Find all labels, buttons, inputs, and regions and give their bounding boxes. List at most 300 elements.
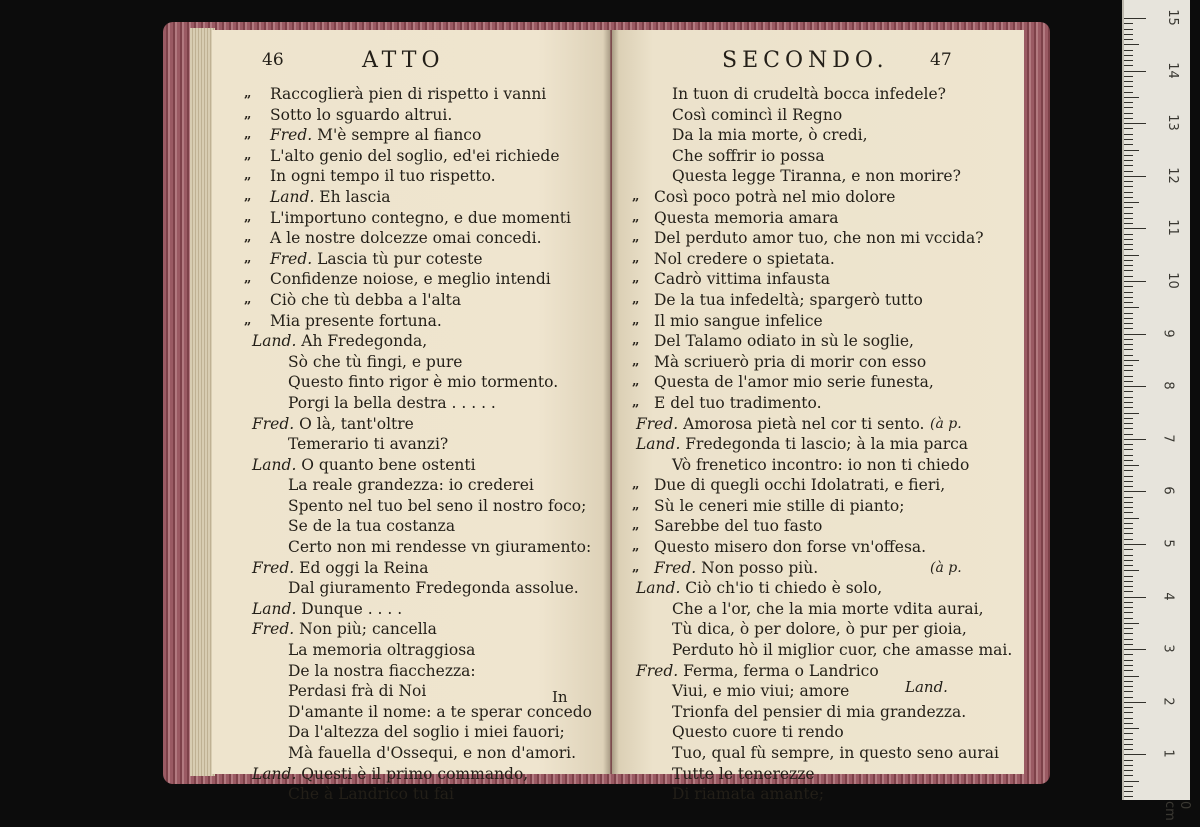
verse-line [212, 578, 610, 599]
verse-line [212, 290, 610, 311]
ruler-tick [1124, 565, 1133, 566]
verse-text: Lascia tù pur coteste [317, 249, 483, 268]
ruler-tick [1124, 491, 1146, 492]
verse-text: E del tuo tradimento. [654, 393, 822, 412]
ruler-tick [1124, 781, 1139, 782]
verse-text: Sò che tù fingi, e pure [288, 352, 463, 371]
verse-text: Sotto lo sguardo altrui. [270, 105, 453, 124]
verse-line [612, 166, 1024, 187]
verse-line [212, 372, 610, 393]
ruler-tick [1124, 539, 1133, 540]
stage-note: (à p. [930, 559, 962, 576]
left-page [212, 30, 610, 804]
verse-text: Due di quegli occhi Idolatrati, e fieri, [654, 476, 946, 495]
ruler-tick [1124, 633, 1133, 634]
quote-mark: „ [632, 374, 639, 390]
verse-text: Che a l'or, che la mia morte vdita aurai, [672, 599, 984, 618]
ruler-tick [1124, 239, 1133, 240]
ruler-tick [1124, 533, 1133, 534]
ruler-tick [1124, 50, 1133, 51]
ruler-tick [1124, 171, 1133, 172]
ruler-tick [1124, 102, 1133, 103]
ruler-tick [1124, 418, 1133, 419]
ruler-tick [1124, 544, 1146, 545]
speaker-label: Fred. [636, 661, 684, 680]
verse-line [612, 743, 1024, 764]
ruler-number: 12 [1164, 167, 1180, 184]
verse-line [612, 228, 1024, 249]
verse-text: Cadrò vittima infausta [654, 270, 831, 289]
quote-mark: „ [632, 333, 639, 349]
ruler-number: 11 [1164, 219, 1180, 237]
ruler-tick [1124, 265, 1133, 266]
verse-text: Ferma, ferma o Landrico [683, 661, 879, 680]
left-catchword: In [552, 688, 568, 706]
ruler-tick [1124, 313, 1133, 314]
ruler-tick [1124, 118, 1133, 119]
verse-text: Sarebbe del tuo fasto [654, 517, 823, 536]
verse-line [612, 434, 1024, 455]
ruler-tick [1124, 754, 1146, 755]
quote-mark: „ [244, 127, 251, 143]
verse-text: Mia presente fortuna. [270, 311, 442, 330]
verse-text: Così poco potrà nel mio dolore [654, 187, 896, 206]
verse-text: Il mio sangue infelice [654, 311, 823, 330]
verse-line [212, 331, 610, 352]
ruler-tick [1124, 518, 1139, 519]
ruler-tick [1124, 628, 1133, 629]
quote-mark: „ [632, 250, 639, 266]
verse-line [212, 352, 610, 373]
verse-line [612, 311, 1024, 332]
verse-text: Confidenze noiose, e meglio intendi [270, 270, 551, 289]
ruler-number: 6 [1160, 486, 1176, 496]
ruler-tick [1124, 97, 1139, 98]
verse-line [212, 619, 610, 640]
verse-text: De la nostra fiacchezza: [288, 661, 476, 680]
ruler-tick [1124, 286, 1133, 287]
verse-text: Da l'altezza del soglio i miei fauori; [288, 723, 565, 742]
ruler-tick [1124, 386, 1146, 387]
verse-line [612, 249, 1024, 270]
ruler-tick [1124, 34, 1133, 35]
quote-mark: „ [632, 497, 639, 513]
ruler-number: 14 [1164, 61, 1180, 79]
ruler-tick [1124, 23, 1133, 24]
ruler-tick [1124, 234, 1133, 235]
ruler-tick [1124, 249, 1133, 250]
verse-line [612, 578, 1024, 599]
ruler-tick [1124, 470, 1133, 471]
ruler-tick [1124, 92, 1133, 93]
ruler-tick [1124, 455, 1133, 456]
ruler-tick [1124, 607, 1133, 608]
verse-line [612, 640, 1024, 661]
ruler-tick [1124, 86, 1133, 87]
ruler-tick [1124, 402, 1133, 403]
ruler-number: 10 [1164, 272, 1180, 289]
verse-line [612, 475, 1024, 496]
quote-mark: „ [632, 477, 639, 493]
ruler-tick [1124, 639, 1133, 640]
speaker-label: Land. [636, 435, 686, 454]
ruler-tick [1124, 391, 1133, 392]
verse-line [612, 84, 1024, 105]
ruler-tick [1124, 139, 1133, 140]
ruler-tick [1124, 555, 1133, 556]
verse-line [612, 105, 1024, 126]
verse-text: Di riamata amante; [672, 785, 825, 804]
right-text-block [612, 84, 1024, 805]
verse-text: Questo misero don forse vn'offesa. [654, 538, 927, 557]
verse-text: Che à Landrico tu fai [288, 785, 454, 804]
ruler-tick [1124, 165, 1133, 166]
ruler-tick [1124, 576, 1133, 577]
ruler-tick [1124, 276, 1133, 277]
verse-text: La memoria oltraggiosa [288, 641, 476, 660]
speaker-label: Land. [252, 764, 302, 783]
verse-text: Così comincì il Regno [672, 105, 843, 124]
ruler-number: 3 [1160, 644, 1176, 653]
verse-line [612, 414, 1024, 435]
ruler-tick [1124, 644, 1133, 645]
ruler-number: 2 [1160, 697, 1176, 706]
quote-mark: „ [244, 147, 251, 163]
verse-text: Eh lascia [319, 187, 391, 206]
ruler-tick [1124, 665, 1133, 666]
verse-line [612, 187, 1024, 208]
ruler-tick [1124, 349, 1133, 350]
ruler-tick [1124, 244, 1133, 245]
ruler-tick [1124, 176, 1146, 177]
quote-mark: „ [632, 394, 639, 410]
quote-mark: „ [632, 209, 639, 225]
ruler-tick [1124, 413, 1139, 414]
verse-text: Non posso più. [701, 558, 819, 577]
ruler-tick [1124, 591, 1133, 592]
quote-mark: „ [632, 230, 639, 246]
ruler-tick [1124, 123, 1146, 124]
ruler-tick [1124, 339, 1133, 340]
verse-text: Viui, e mio viui; amore [672, 682, 850, 701]
verse-text: Se de la tua costanza [288, 517, 456, 536]
ruler-tick [1124, 449, 1133, 450]
verse-line [612, 496, 1024, 517]
verse-text: Mà scriuerò pria di morir con esso [654, 352, 927, 371]
ruler-tick [1124, 507, 1133, 508]
verse-text: Ed oggi la Reina [299, 558, 429, 577]
ruler-tick [1124, 618, 1133, 619]
left-page-number: 46 [262, 50, 284, 70]
ruler-tick [1124, 81, 1133, 82]
ruler-number: 9 [1160, 328, 1176, 338]
ruler-tick [1124, 228, 1146, 229]
verse-text: L'alto genio del soglio, ed'ei richiede [270, 146, 560, 165]
ruler-tick [1124, 76, 1133, 77]
speaker-label: Land. [252, 332, 302, 351]
ruler-tick [1124, 113, 1133, 114]
verse-text: La reale grandezza: io crederei [288, 476, 534, 495]
speaker-label: Fred. [252, 414, 300, 433]
ruler-tick [1124, 460, 1133, 461]
speaker-label: Land. [636, 579, 686, 598]
ruler-tick [1124, 739, 1133, 740]
ruler-tick [1124, 128, 1133, 129]
verse-line [612, 269, 1024, 290]
verse-text: Del Talamo odiato in sù le soglie, [654, 332, 914, 351]
ruler-tick [1124, 476, 1133, 477]
quote-mark: „ [244, 168, 251, 184]
verse-line [212, 105, 610, 126]
verse-line [612, 393, 1024, 414]
verse-text: Certo non mi rendesse vn giuramento: [288, 538, 592, 557]
ruler-number: 4 [1160, 591, 1176, 601]
verse-text: Porgi la bella destra . . . . . [288, 393, 496, 412]
verse-line [212, 640, 610, 661]
verse-line [612, 516, 1024, 537]
verse-line [612, 352, 1024, 373]
verse-text: Nol credere o spietata. [654, 249, 835, 268]
ruler-tick [1124, 512, 1133, 513]
ruler-tick [1124, 486, 1133, 487]
ruler-tick [1124, 728, 1139, 729]
verse-line [612, 290, 1024, 311]
ruler-tick [1124, 765, 1133, 766]
ruler-tick [1124, 134, 1133, 135]
ruler-tick [1124, 723, 1133, 724]
ruler-tick [1124, 439, 1146, 440]
verse-line [212, 455, 610, 476]
ruler-tick [1124, 292, 1133, 293]
quote-mark: „ [632, 188, 639, 204]
verse-line [612, 764, 1024, 785]
verse-text: In tuon di crudeltà bocca infedele? [672, 85, 946, 103]
verse-text: Dal giuramento Fredegonda assolue. [288, 579, 579, 598]
verse-text: D'amante il nome: a te sperar concedo [288, 702, 592, 721]
verse-text: Da la mia morte, ò credi, [672, 126, 868, 145]
ruler-tick [1124, 197, 1133, 198]
ruler-tick [1124, 686, 1133, 687]
verse-text: Tutte le tenerezze [672, 764, 815, 783]
ruler-number: 0 cm [1162, 801, 1192, 821]
ruler-tick [1124, 697, 1133, 698]
ruler-tick [1124, 770, 1133, 771]
verse-line [212, 269, 610, 290]
ruler-tick [1124, 676, 1139, 677]
verse-line [212, 434, 610, 455]
quote-mark: „ [244, 86, 251, 101]
ruler-tick [1124, 181, 1133, 182]
quote-mark: „ [632, 518, 639, 534]
ruler-tick [1124, 328, 1133, 329]
verse-line [612, 722, 1024, 743]
verse-text: Ciò ch'io ti chiedo è solo, [685, 579, 883, 598]
quote-mark: „ [632, 559, 639, 575]
ruler-tick [1124, 223, 1133, 224]
ruler-tick [1124, 786, 1133, 787]
verse-text: O quanto bene ostenti [301, 455, 476, 474]
ruler-number: 15 [1164, 9, 1180, 26]
verse-text: Dunque . . . . [301, 599, 403, 618]
ruler-tick [1124, 355, 1133, 356]
verse-line [212, 146, 610, 167]
verse-text: Perduto hò il miglior cuor, che amasse mai. [672, 641, 1013, 660]
ruler-tick [1124, 29, 1133, 30]
ruler-tick [1124, 733, 1133, 734]
ruler-tick [1124, 528, 1133, 529]
verse-text: Temerario ti avanzi? [288, 435, 449, 454]
verse-text: Questa legge Tiranna, e non morire? [672, 167, 961, 186]
ruler-tick [1124, 681, 1133, 682]
verse-line [612, 372, 1024, 393]
verse-text: Amorosa pietà nel cor ti sento. [683, 414, 925, 433]
ruler-tick [1124, 160, 1133, 161]
ruler-tick [1124, 344, 1133, 345]
verse-line [612, 681, 1024, 702]
verse-line [212, 84, 610, 105]
verse-text: Tuo, qual fù sempre, in questo seno aurai [672, 744, 999, 762]
ruler-tick [1124, 712, 1133, 713]
verse-line [212, 722, 610, 743]
measuring-ruler [1122, 0, 1192, 821]
ruler-tick [1124, 71, 1146, 72]
speaker-label: Fred. [654, 558, 702, 577]
ruler-tick [1124, 302, 1133, 303]
verse-line [612, 455, 1024, 476]
left-text-block [212, 84, 610, 805]
ruler-tick [1124, 318, 1133, 319]
verse-line [212, 414, 610, 435]
verse-text: Trionfa del pensier di mia grandezza. [672, 702, 967, 721]
ruler-tick [1124, 323, 1133, 324]
quote-mark: „ [244, 271, 251, 287]
ruler-tick [1124, 307, 1139, 308]
verse-line [212, 681, 610, 702]
ruler-tick [1124, 218, 1133, 219]
ruler-tick [1124, 654, 1133, 655]
ruler-tick [1124, 255, 1139, 256]
quote-mark: „ [244, 209, 251, 225]
ruler-tick [1124, 549, 1133, 550]
quote-mark: „ [632, 291, 639, 307]
left-running-head: ATTO [362, 48, 445, 73]
ruler-tick [1124, 407, 1133, 408]
ruler-tick [1124, 749, 1133, 750]
right-running-head: SECONDO. [722, 48, 889, 73]
quote-mark: „ [632, 271, 639, 287]
quote-mark: „ [244, 230, 251, 246]
verse-text: O là, tant'oltre [299, 414, 414, 433]
verse-line [212, 496, 610, 517]
ruler-tick [1124, 370, 1133, 371]
quote-mark: „ [632, 312, 639, 328]
ruler-tick [1124, 623, 1139, 624]
speaker-label: Fred. [252, 620, 300, 639]
verse-line [612, 784, 1024, 805]
ruler-tick [1124, 434, 1133, 435]
verse-text: Questa memoria amara [654, 208, 839, 227]
verse-text: Che soffrir io possa [672, 146, 825, 165]
quote-mark: „ [632, 353, 639, 369]
verse-line [212, 702, 610, 723]
ruler-tick [1124, 570, 1139, 571]
quote-mark: „ [244, 291, 251, 307]
ruler-tick [1124, 718, 1133, 719]
ruler-number: 7 [1160, 434, 1176, 443]
ruler-tick [1124, 334, 1146, 335]
ruler-number: 8 [1160, 381, 1176, 390]
ruler-tick [1124, 660, 1133, 661]
ruler-tick [1124, 55, 1133, 56]
verse-line [212, 537, 610, 558]
verse-line [212, 743, 610, 764]
ruler-tick [1124, 423, 1133, 424]
ruler-tick [1124, 150, 1139, 151]
ruler-tick [1124, 428, 1133, 429]
speaker-label: Fred. [270, 126, 318, 145]
speaker-label: Land. [252, 599, 302, 618]
verse-text: Vò frenetico incontro: io non ti chiedo [672, 455, 970, 474]
verse-line [612, 331, 1024, 352]
ruler-tick [1124, 186, 1133, 187]
ruler-tick [1124, 602, 1133, 603]
verse-line [612, 125, 1024, 146]
verse-text: Ciò che tù debba a l'alta [270, 290, 462, 309]
verse-line [212, 393, 610, 414]
ruler-number: 1 [1160, 749, 1176, 759]
verse-line [212, 125, 610, 146]
verse-text: Fredegonda ti lascio; à la mia parca [685, 435, 969, 454]
ruler-tick [1124, 760, 1133, 761]
verse-text: Mà fauella d'Ossequi, e non d'amori. [288, 744, 577, 762]
stage-note: (à p. [930, 415, 962, 432]
ruler-tick [1124, 397, 1133, 398]
verse-text: Perdasi frà di Noi [288, 682, 427, 701]
ruler-tick [1124, 281, 1146, 282]
ruler-tick [1124, 155, 1133, 156]
verse-text: A le nostre dolcezze omai concedi. [270, 229, 542, 248]
verse-text: Sù le ceneri mie stille di pianto; [654, 496, 905, 515]
ruler-tick [1124, 523, 1133, 524]
verse-text: Questi è il primo commando, [301, 764, 529, 783]
ruler-number: 13 [1164, 114, 1180, 131]
verse-line [612, 558, 1024, 579]
verse-line [212, 475, 610, 496]
ruler-tick [1124, 581, 1133, 582]
ruler-tick [1124, 192, 1133, 193]
ruler-tick [1124, 65, 1133, 66]
ruler-number: 5 [1160, 539, 1176, 548]
verse-line [612, 537, 1024, 558]
quote-mark: „ [244, 250, 251, 266]
verse-line [212, 558, 610, 579]
ruler-tick [1124, 39, 1133, 40]
verse-line [212, 249, 610, 270]
ruler-tick [1124, 560, 1133, 561]
verse-text: L'importuno contegno, e due momenti [270, 208, 571, 227]
ruler-tick [1124, 597, 1146, 598]
ruler-tick [1124, 297, 1133, 298]
ruler-tick [1124, 107, 1133, 108]
ruler-tick [1124, 502, 1133, 503]
verse-line [212, 516, 610, 537]
verse-line [212, 784, 610, 805]
ruler-tick [1124, 497, 1133, 498]
verse-line [212, 764, 610, 785]
verse-text: Ah Fredegonda, [301, 332, 428, 351]
verse-line [212, 187, 610, 208]
ruler-tick [1124, 649, 1146, 650]
